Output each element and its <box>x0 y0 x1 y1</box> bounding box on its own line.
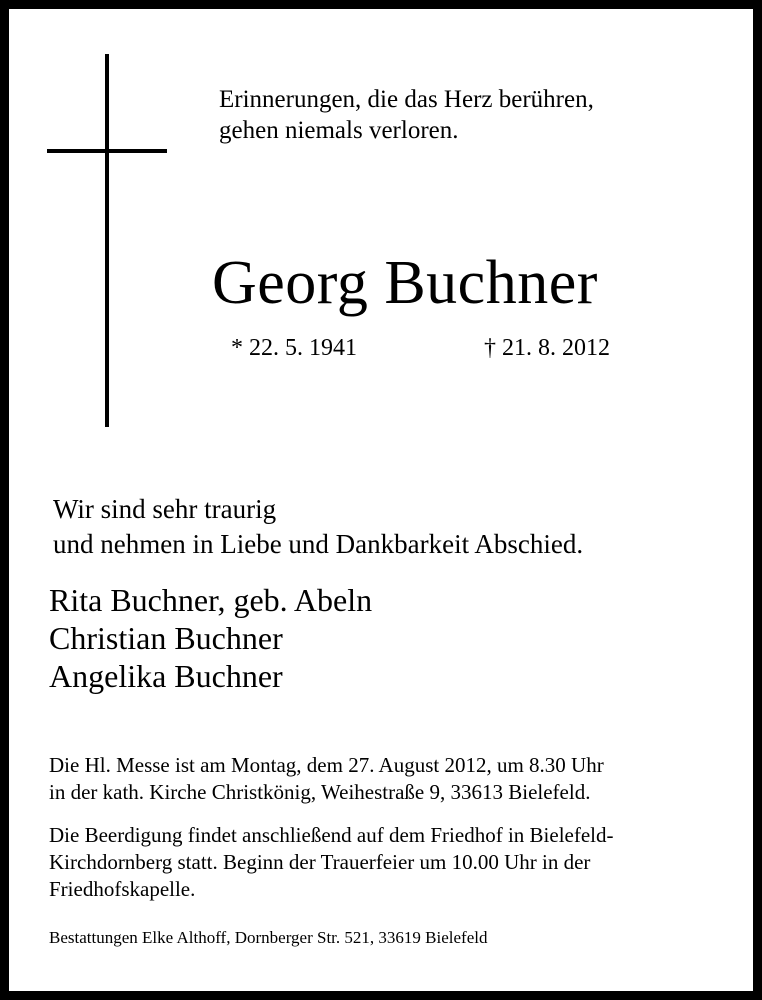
burial-line-2: Kirchdornberg statt. Beginn der Trauerfeier um 10.00 Uhr in der <box>49 850 591 874</box>
undertaker-info: Bestattungen Elke Althoff, Dornberger Str. 521, 33619 Bielefeld <box>49 928 488 947</box>
deceased-name: Georg Buchner <box>212 249 598 317</box>
mass-line-2: in der kath. Kirche Christkönig, Weihestraße 9, 33613 Bielefeld. <box>49 780 591 804</box>
farewell-line-1: Wir sind sehr traurig <box>53 494 277 524</box>
death-date: † 21. 8. 2012 <box>484 335 610 361</box>
burial-line-3: Friedhofskapelle. <box>49 877 196 901</box>
burial-line-1: Die Beerdigung findet anschließend auf dem Friedhof in Bielefeld- <box>49 823 614 847</box>
cross-icon <box>105 54 109 427</box>
mourner: Angelika Buchner <box>49 658 283 694</box>
mass-info <box>49 752 604 806</box>
farewell-line-2: und nehmen in Liebe und Dankbarkeit Abschied. <box>53 529 584 559</box>
farewell-text <box>53 492 583 562</box>
cross-icon-bar <box>47 149 167 153</box>
motto-line-1: Erinnerungen, die das Herz berühren, <box>219 86 594 113</box>
mourner: Rita Buchner, geb. Abeln <box>49 582 373 618</box>
motto <box>219 84 594 146</box>
mourners-list <box>49 581 372 695</box>
motto-line-2: gehen niemals verloren. <box>219 117 459 144</box>
burial-info <box>49 822 721 903</box>
mass-line-1: Die Hl. Messe ist am Montag, dem 27. August 2012, um 8.30 Uhr <box>49 753 604 777</box>
birth-date: * 22. 5. 1941 <box>231 335 357 361</box>
mourner: Christian Buchner <box>49 620 283 656</box>
